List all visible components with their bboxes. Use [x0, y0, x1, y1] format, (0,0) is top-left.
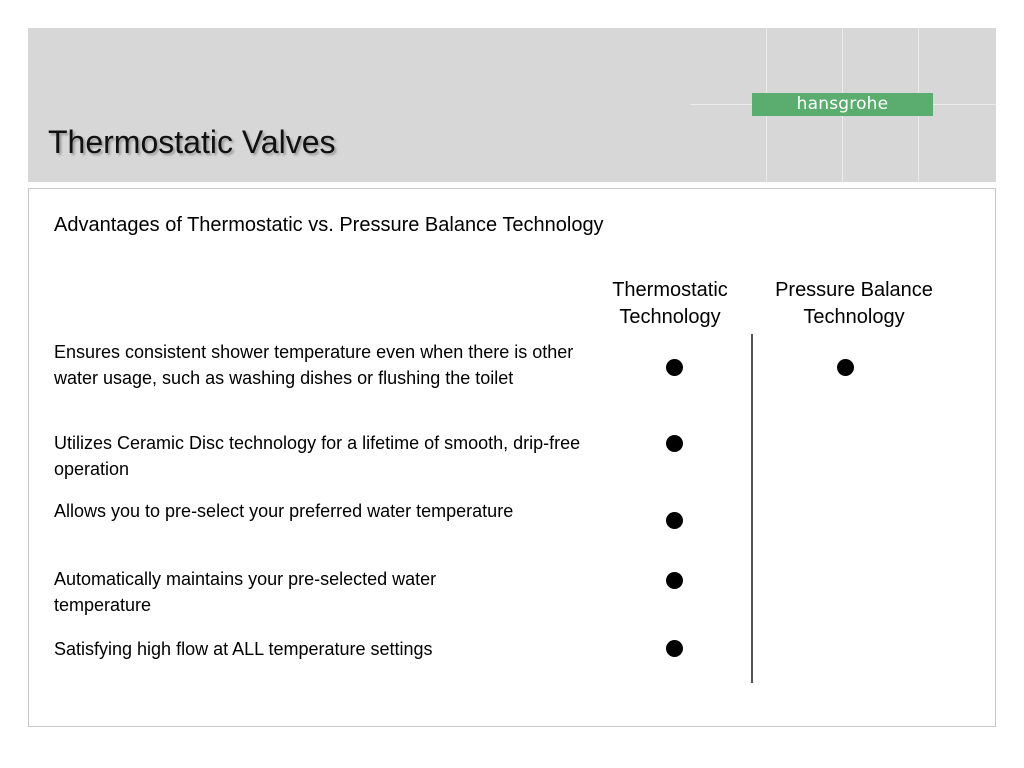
- feature-row: Ensures consistent shower temperature even when there is other water usage, such as washing dishes or flushing the toilet: [54, 342, 574, 388]
- column-header-thermostatic: [595, 277, 745, 331]
- thermostatic-check-dot: [666, 572, 683, 589]
- feature-row: Allows you to pre-select your preferred water temperature: [54, 501, 514, 521]
- hansgrohe-logo: hansgrohe: [752, 93, 933, 116]
- feature-row: Utilizes Ceramic Disc technology for a lifetime of smooth, drip-free operation: [54, 433, 581, 479]
- column-header-line: Technology: [619, 306, 721, 328]
- comparison-subtitle: Advantages of Thermostatic vs. Pressure Balance Technology: [54, 214, 604, 236]
- column-header-pressure-balance: [754, 277, 954, 331]
- feature-row: Automatically maintains your pre-selected water temperature: [54, 569, 437, 615]
- pressure-balance-check-dot: [837, 359, 854, 376]
- feature-row: Satisfying high flow at ALL temperature settings: [54, 639, 433, 659]
- column-header-line: Thermostatic: [612, 279, 728, 301]
- thermostatic-check-dot: [666, 359, 683, 376]
- thermostatic-check-dot: [666, 640, 683, 657]
- comparison-panel: [28, 188, 996, 727]
- thermostatic-check-dot: [666, 512, 683, 529]
- header-banner: [28, 28, 996, 182]
- thermostatic-check-dot: [666, 435, 683, 452]
- column-header-line: Technology: [803, 306, 905, 328]
- column-divider: [751, 334, 753, 683]
- column-header-line: Pressure Balance: [775, 279, 933, 301]
- page-title: Thermostatic Valves: [48, 124, 336, 160]
